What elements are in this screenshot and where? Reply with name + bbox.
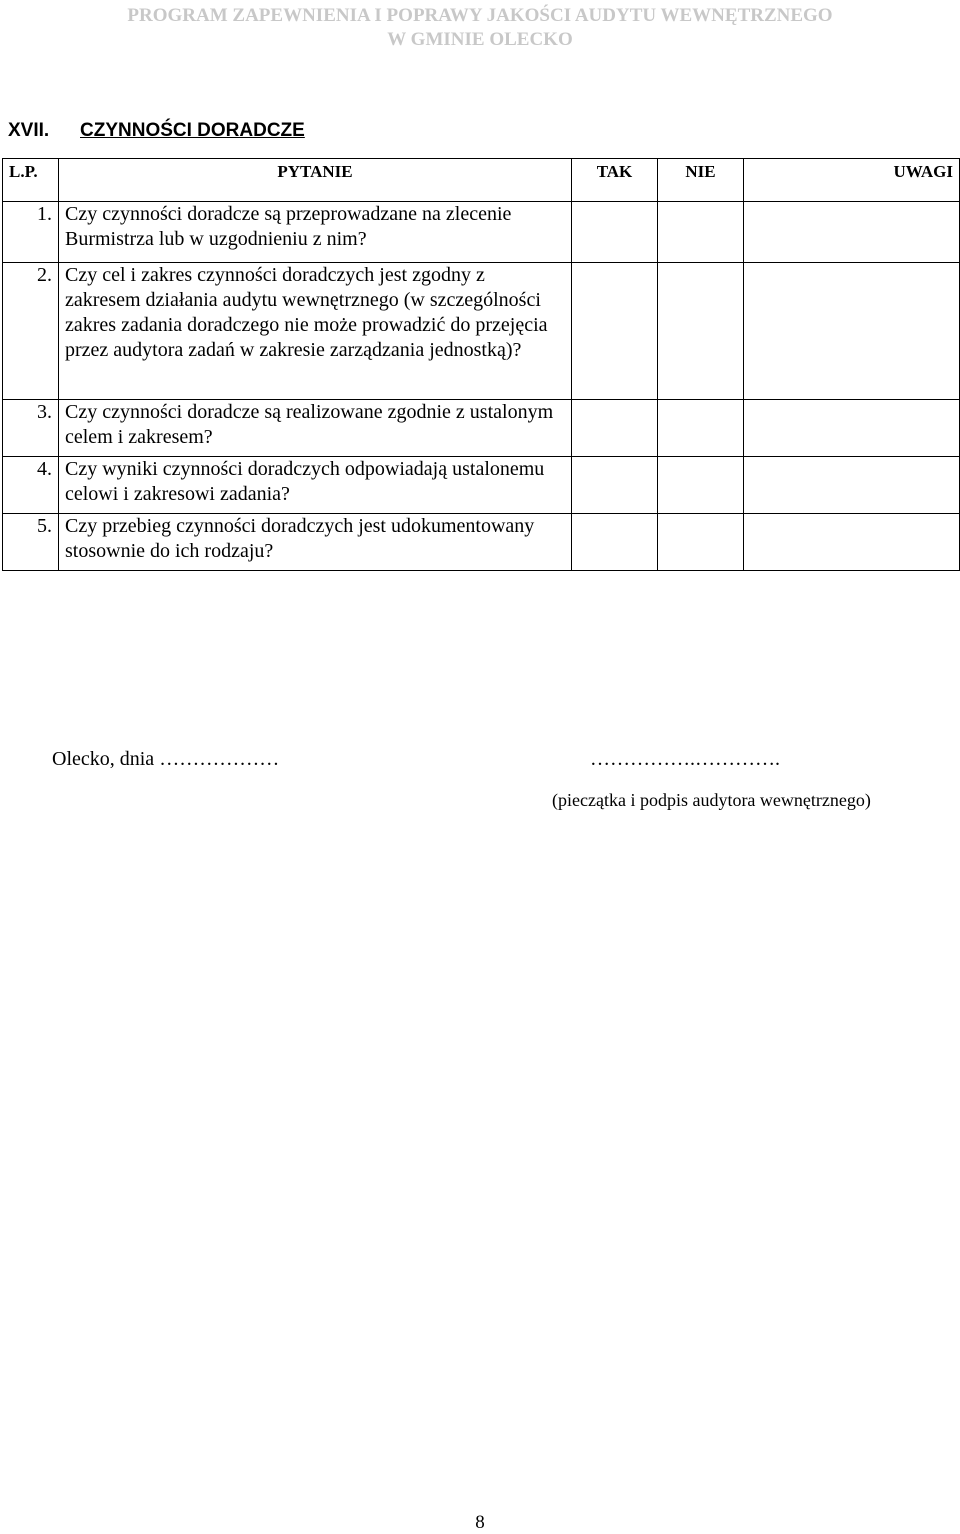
header-line-2: W GMINIE OLECKO: [387, 29, 573, 50]
no-cell[interactable]: [658, 514, 744, 571]
row-question: Czy przebieg czynności doradczych jest udokumentowany stosownie do ich rodzaju?: [59, 514, 572, 571]
no-cell[interactable]: [658, 400, 744, 457]
remarks-cell[interactable]: [744, 400, 960, 457]
yes-cell[interactable]: [572, 400, 658, 457]
remarks-cell[interactable]: [744, 202, 960, 263]
header-remarks: UWAGI: [744, 159, 960, 202]
questions-table: [2, 158, 960, 571]
section-number: XVII.: [8, 120, 50, 141]
document-header: [0, 4, 960, 52]
table-row: [3, 263, 960, 400]
no-cell[interactable]: [658, 202, 744, 263]
signature-line: …………….………….: [590, 748, 780, 770]
row-question: Czy cel i zakres czynności doradczych jest zgodny z zakresem działania audytu wewnętrznego (w szczególności zakres zadania doradczego nie może prowadzić do przejęcia przez audytora zadań w zakresie zarządzania jednostką)?: [59, 263, 572, 400]
table-row: [3, 514, 960, 571]
remarks-cell[interactable]: [744, 514, 960, 571]
row-question: Czy czynności doradcze są realizowane zgodnie z ustalonym celem i zakresem?: [59, 400, 572, 457]
row-number: 2.: [3, 263, 59, 400]
row-number: 5.: [3, 514, 59, 571]
header-line-1: PROGRAM ZAPEWNIENIA I POPRAWY JAKOŚCI AUDYTU WEWNĘTRZNEGO: [127, 5, 833, 26]
no-cell[interactable]: [658, 263, 744, 400]
signature-label: (pieczątka i podpis audytora wewnętrznego): [552, 790, 871, 810]
table-header-row: [3, 159, 960, 202]
remarks-cell[interactable]: [744, 263, 960, 400]
table-row: [3, 400, 960, 457]
header-lp: L.P.: [3, 159, 59, 202]
row-question: Czy czynności doradcze są przeprowadzane na zlecenie Burmistrza lub w uzgodnieniu z nim?: [59, 202, 572, 263]
row-number: 3.: [3, 400, 59, 457]
row-question: Czy wyniki czynności doradczych odpowiadają ustalonemu celowi i zakresowi zadania?: [59, 457, 572, 514]
yes-cell[interactable]: [572, 202, 658, 263]
header-no: NIE: [658, 159, 744, 202]
row-number: 4.: [3, 457, 59, 514]
row-number: 1.: [3, 202, 59, 263]
page-number: 8: [475, 1512, 485, 1533]
section-title: CZYNNOŚCI DORADCZE: [80, 120, 305, 141]
header-question: PYTANIE: [59, 159, 572, 202]
section-heading: [8, 120, 305, 142]
header-yes: TAK: [572, 159, 658, 202]
remarks-cell[interactable]: [744, 457, 960, 514]
table-row: [3, 457, 960, 514]
yes-cell[interactable]: [572, 263, 658, 400]
yes-cell[interactable]: [572, 457, 658, 514]
no-cell[interactable]: [658, 457, 744, 514]
table-row: [3, 202, 960, 263]
yes-cell[interactable]: [572, 514, 658, 571]
place-date-field: Olecko, dnia ………………: [52, 748, 280, 770]
